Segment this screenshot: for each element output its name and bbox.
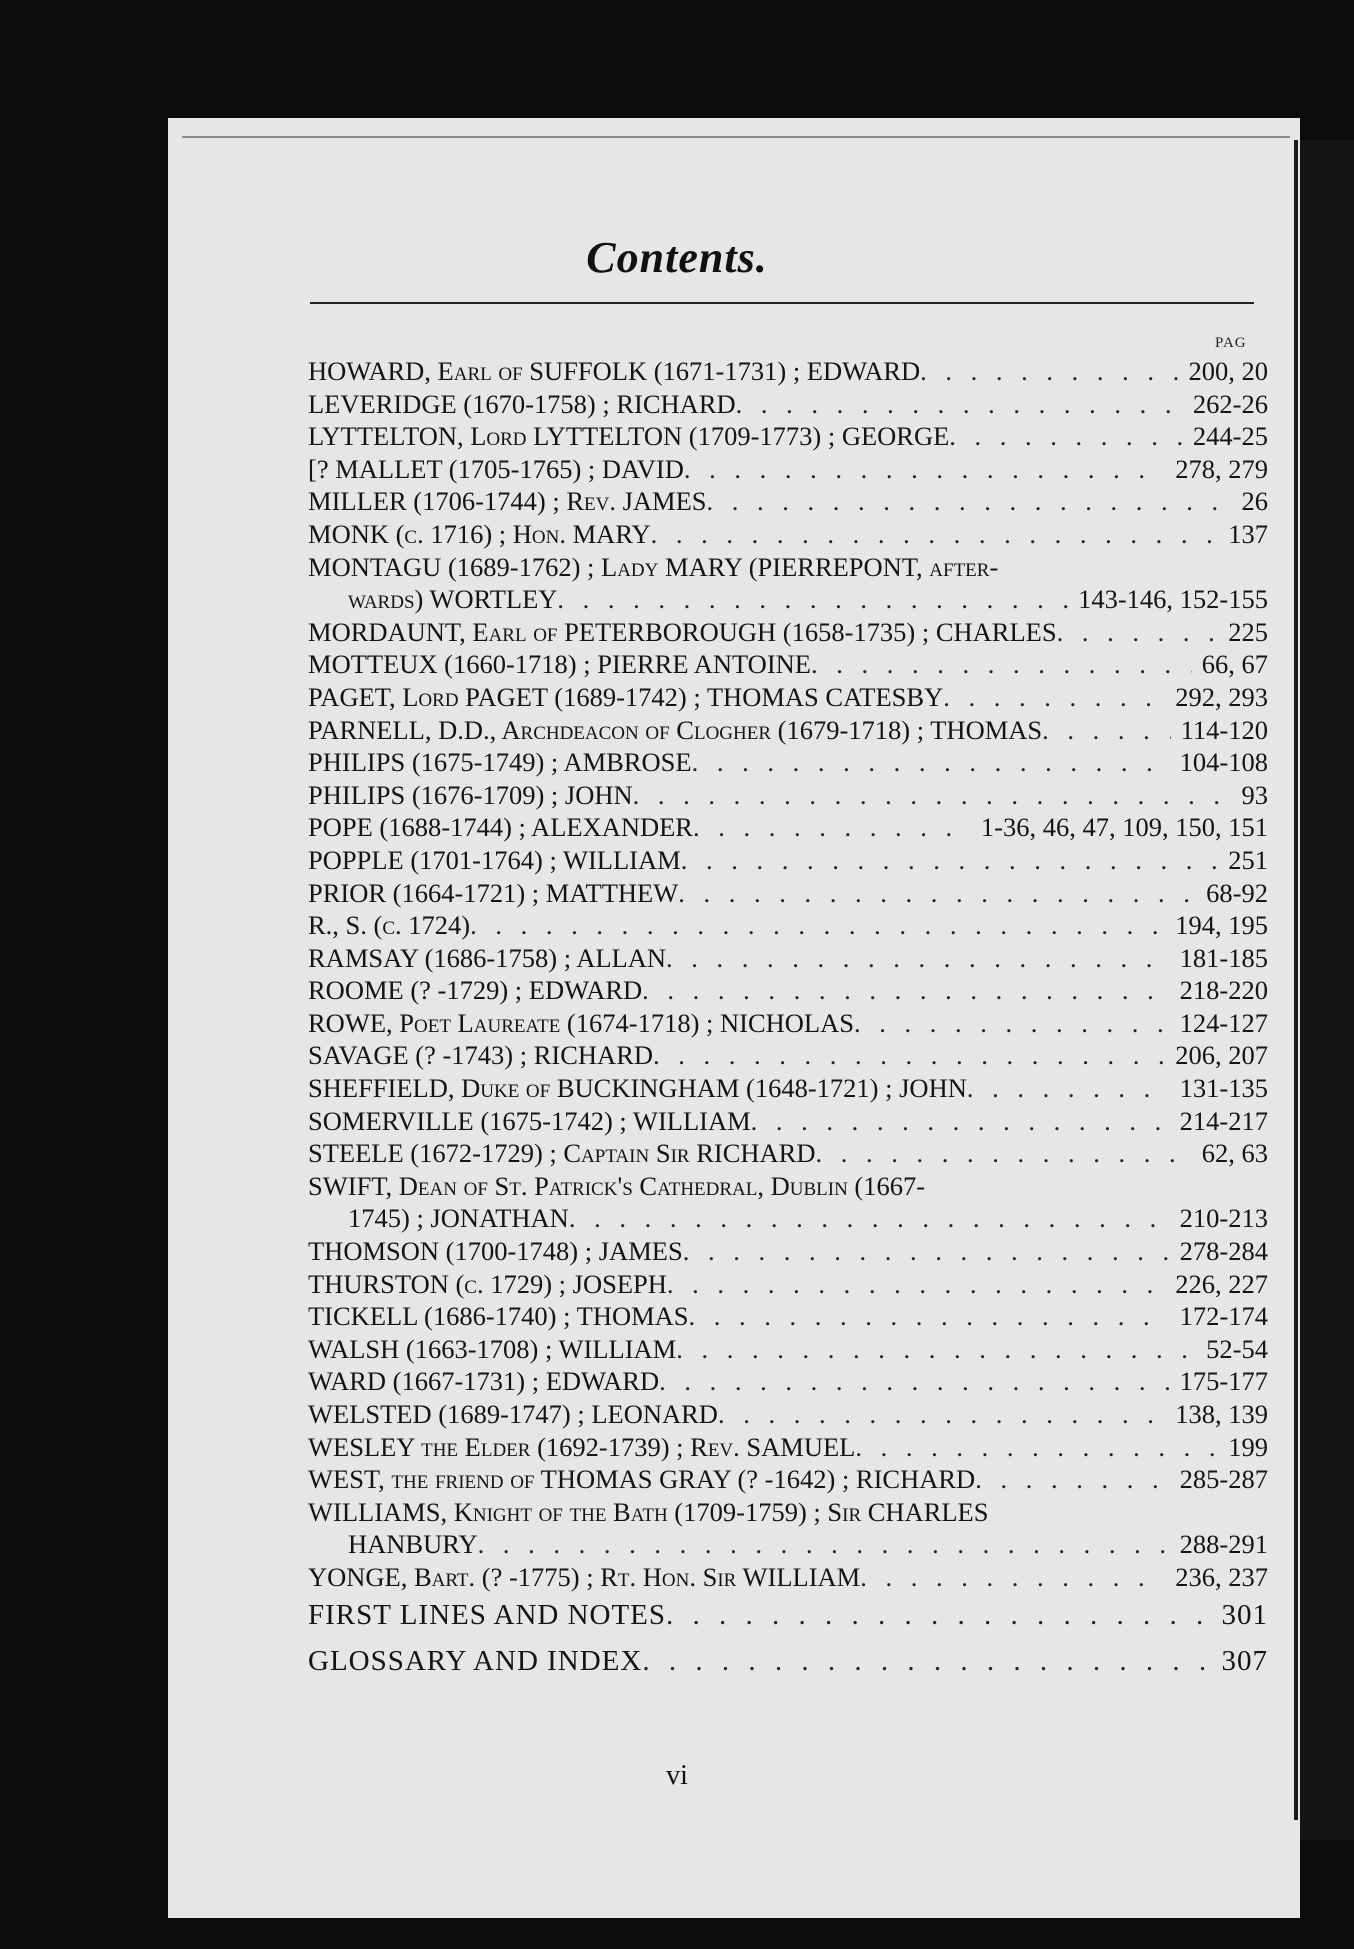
toc-entry-title: FIRST LINES AND NOTES [308,1598,667,1631]
toc-entry-title: PARNELL, D.D., Archdeacon of Clogher (1679-1718) ; THOMAS [308,714,1043,745]
toc-entry-pages: 285-287 [1179,1464,1268,1495]
toc-entry-pages: 1-36, 46, 47, 109, 150, 151 [980,812,1268,843]
toc-entry [308,1562,1268,1595]
dot-leader [1042,715,1171,746]
toc-entry-title: LYTTELTON, Lord LYTTELTON (1709-1773) ; GEORGE [308,421,950,452]
toc-entry [308,649,1268,682]
toc-entry-pages: 181-185 [1179,942,1268,973]
toc-entry-title: WALSH (1663-1708) ; WILLIAM [308,1333,677,1364]
toc-entry [308,454,1268,487]
dot-leader [569,1203,1170,1234]
dot-leader [815,1138,1191,1169]
toc-entry-title: POPE (1688-1744) ; ALEXANDER [308,812,693,843]
dot-leader [854,1008,1170,1039]
toc-entry [308,1106,1268,1139]
toc-entry-pages: 210-213 [1179,1203,1268,1234]
page-gutter-line [1294,140,1298,1820]
toc-section [308,1645,1268,1691]
toc-entry [308,421,1268,454]
toc-entry-pages: 143-146, 152-155 [1078,584,1268,615]
toc-entry-title: HANBURY [348,1529,478,1560]
toc-entry-pages: 104-108 [1179,747,1268,778]
toc-entry [308,780,1268,813]
toc-entry-title: HOWARD, Earl of SUFFOLK (1671-1731) ; EDWARD [308,356,921,386]
toc-entry-line: SWIFT, Dean of St. Patrick's Cathedral, Dublin (1667- [308,1170,926,1201]
toc-entry-title: WESLEY the Elder (1692-1739) ; Rev. SAMUEL [308,1431,856,1462]
dot-leader [633,780,1232,811]
dot-leader [651,519,1219,550]
toc-entry-pages: 66, 67 [1201,649,1268,680]
dot-leader [692,747,1170,778]
toc-entry-title: POPPLE (1701-1764) ; WILLIAM [308,844,681,875]
dot-leader [718,1399,1165,1430]
dot-leader [707,486,1232,517]
toc-entry-title: wards) WORTLEY [348,584,558,615]
toc-entry-title: MOTTEUX (1660-1718) ; PIERRE ANTOINE [308,649,811,680]
toc-entry-title: WEST, the friend of THOMAS GRAY (? -1642) ; RICHARD [308,1464,976,1495]
toc-entry-pages: 226, 227 [1175,1268,1268,1299]
dot-leader [860,1562,1165,1593]
dot-leader [667,1269,1165,1300]
toc-entry-title: PHILIPS (1676-1709) ; JOHN [308,779,633,810]
title-rule [310,302,1254,304]
dot-leader [666,1599,1211,1632]
toc-entry-pages: 62, 63 [1201,1138,1268,1169]
toc-entry [308,845,1268,878]
toc-entry-pages: 307 [1221,1644,1268,1677]
dot-leader [811,649,1192,680]
dot-leader [855,1432,1218,1463]
toc-entry-title: MONK (c. 1716) ; Hon. MARY [308,518,651,549]
toc-entry-pages: 206, 207 [1175,1040,1268,1071]
toc-entry-pages: 218-220 [1179,975,1268,1006]
toc-entry-pages: 251 [1228,844,1268,875]
toc-entry-title: RAMSAY (1686-1758) ; ALLAN [308,942,667,973]
page-top-edge [182,136,1290,138]
toc-entry [308,1399,1268,1432]
toc-entry-pages: 262-26 [1192,388,1268,419]
toc-entry [308,1334,1268,1367]
toc-entry [308,1464,1268,1497]
toc-entry-pages: 244-25 [1192,421,1268,452]
toc-entry [308,1529,1268,1562]
toc-entry-pages: 137 [1228,518,1268,549]
dot-leader [659,1366,1170,1397]
toc-entry-title: MORDAUNT, Earl of PETERBOROUGH (1658-1735) ; CHARLES [308,616,1057,647]
toc-entry-pages: 131-135 [1179,1073,1268,1104]
toc-entry [308,747,1268,780]
toc-entry-pages: 225 [1228,616,1268,647]
toc-entry-pages: 124-127 [1179,1007,1268,1038]
dot-leader [683,1236,1170,1267]
toc-entry-pages: 52-54 [1206,1333,1268,1364]
toc-entry-line: WILLIAMS, Knight of the Bath (1709-1759) ; Sir CHARLES [308,1496,989,1527]
dot-leader [920,356,1178,387]
toc-entry [308,486,1268,519]
toc-entry [308,1138,1268,1171]
toc-entry [308,584,1268,617]
adjacent-page-edge [1300,140,1354,1840]
toc-entry-title: SAVAGE (? -1743) ; RICHARD [308,1040,654,1071]
toc-entry [308,389,1268,422]
dot-leader [478,1529,1170,1560]
dot-leader [681,845,1219,876]
dot-leader [666,943,1170,974]
toc-entry-title: GLOSSARY AND INDEX [308,1644,643,1677]
toc-entry-pages: 236, 237 [1175,1561,1268,1592]
toc-entry-title: 1745) ; JONATHAN [348,1203,569,1234]
toc-entry [308,943,1268,976]
toc-entry [308,715,1268,748]
toc-entry [308,519,1268,552]
toc-entry [308,910,1268,943]
toc-entry-title: THOMSON (1700-1748) ; JAMES [308,1236,683,1267]
dot-leader [949,421,1183,452]
toc-entry-title: ROOME (? -1729) ; EDWARD [308,975,643,1006]
toc-entry-pages: 93 [1241,779,1268,810]
toc-entry-pages: 301 [1221,1598,1268,1631]
dot-leader [693,812,971,843]
dot-leader [1057,617,1219,648]
toc-entry-title: ROWE, Poet Laureate (1674-1718) ; NICHOLAS [308,1007,854,1038]
table-of-contents [308,356,1268,1691]
dot-leader [751,1106,1170,1137]
toc-entry [308,1366,1268,1399]
toc-entry [308,1008,1268,1041]
toc-entry-title: PHILIPS (1675-1749) ; AMBROSE [308,747,692,778]
toc-entry-title: STEELE (1672-1729) ; Captain Sir RICHARD [308,1138,816,1169]
toc-entry-title: SHEFFIELD, Duke of BUCKINGHAM (1648-1721) ; JOHN [308,1073,967,1104]
toc-entry [308,1269,1268,1302]
dot-leader [967,1073,1170,1104]
toc-entry-pages: 172-174 [1179,1301,1268,1332]
toc-entry-title: THURSTON (c. 1729) ; JOSEPH [308,1268,667,1299]
toc-entry [308,1073,1268,1106]
toc-entry-title: WARD (1667-1731) ; EDWARD [308,1366,660,1397]
toc-entry-pages: 194, 195 [1175,910,1268,941]
dot-leader [642,975,1170,1006]
toc-entry [308,1203,1268,1236]
toc-entry-title: TICKELL (1686-1740) ; THOMAS [308,1301,689,1332]
toc-entry-pages: 26 [1241,486,1268,517]
toc-entry-title: WELSTED (1689-1747) ; LEONARD [308,1399,718,1429]
toc-entry-title: MILLER (1706-1744) ; Rev. JAMES [308,486,707,517]
toc-entry-pages: 68-92 [1206,877,1268,908]
dot-leader [975,1464,1169,1495]
toc-entry-title: YONGE, Bart. (? -1775) ; Rt. Hon. Sir WILLIAM [308,1561,861,1592]
toc-entry [308,812,1268,845]
dot-leader [676,1334,1196,1365]
toc-entry-pages: 200, 20 [1188,356,1268,386]
dot-leader [642,1645,1211,1678]
toc-entry-pages: 175-177 [1179,1366,1268,1397]
toc-entry-pages: 214-217 [1179,1105,1268,1136]
dot-leader [557,584,1068,615]
toc-entry [308,682,1268,715]
toc-entry-line: MONTAGU (1689-1762) ; Lady MARY (PIERREPONT, after- [308,551,999,582]
toc-entry-pages: 199 [1228,1431,1268,1462]
toc-entry [308,617,1268,650]
dot-leader [653,1040,1165,1071]
toc-entry-title: [? MALLET (1705-1765) ; DAVID [308,453,684,484]
dot-leader [689,1301,1170,1332]
toc-entry [308,1040,1268,1073]
dot-leader [684,454,1165,485]
toc-entry-pages: 278-284 [1179,1236,1268,1267]
toc-entry-pages: 288-291 [1179,1529,1268,1560]
page-number: vi [666,1760,688,1791]
toc-entry-pages: 114-120 [1180,714,1268,745]
page-column-header: PAG [1215,335,1247,351]
page-title: Contents. [586,233,768,282]
dot-leader [736,389,1183,420]
toc-entry-title: R., S. (c. 1724) [308,910,471,941]
toc-entry [308,975,1268,1008]
toc-entry [308,1236,1268,1269]
toc-entry-pages: 292, 293 [1175,681,1268,712]
toc-entry-title: SOMERVILLE (1675-1742) ; WILLIAM [308,1105,751,1136]
toc-entry [308,1301,1268,1334]
toc-entry-pages: 138, 139 [1175,1399,1268,1429]
dot-leader [678,878,1196,909]
toc-section [308,1599,1268,1645]
toc-entry [308,1432,1268,1465]
toc-entry-title: PRIOR (1664-1721) ; MATTHEW [308,877,679,908]
toc-entry-pages: 278, 279 [1175,453,1268,484]
dot-leader [470,910,1165,941]
toc-entry [308,356,1268,389]
toc-entry [308,878,1268,911]
toc-entry-title: PAGET, Lord PAGET (1689-1742) ; THOMAS CATESBY [308,681,944,712]
toc-entry-title: LEVERIDGE (1670-1758) ; RICHARD [308,388,736,419]
dot-leader [943,682,1165,713]
